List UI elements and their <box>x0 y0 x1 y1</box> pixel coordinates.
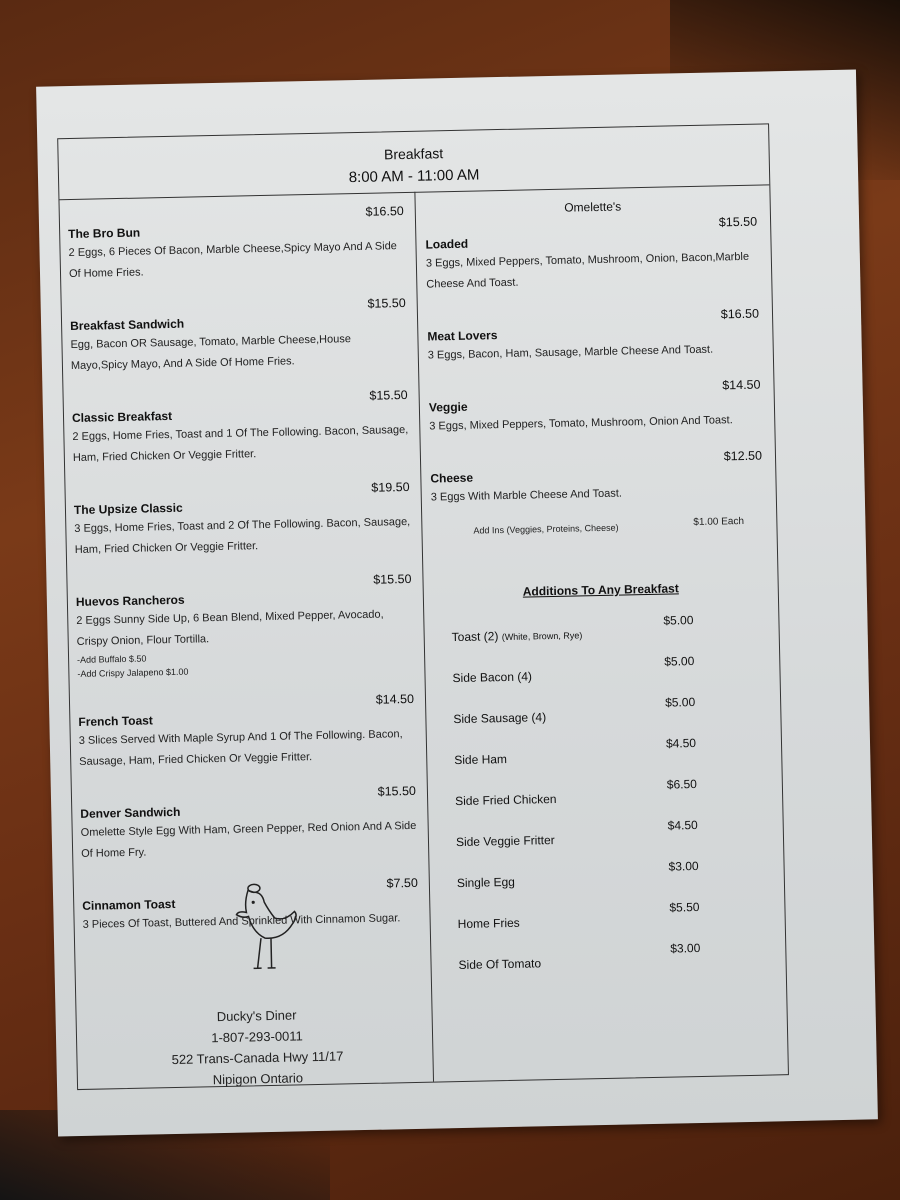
addition-name: Side Sausage (4) <box>453 710 547 727</box>
addition-row <box>436 734 773 782</box>
item-price: $14.50 <box>375 691 415 707</box>
item-description: 2 Eggs, 6 Pieces Of Bacon, Marble Cheese,Spicy Mayo And A Side Of Home Fries. <box>68 240 397 281</box>
item-price: $12.50 <box>723 448 763 464</box>
menu-header <box>58 124 769 200</box>
addition-price: $5.50 <box>669 899 700 915</box>
menu-item <box>78 692 419 773</box>
add-ins-price: $1.00 Each <box>693 515 745 529</box>
addition-name: Side Bacon (4) <box>452 669 533 686</box>
addition-name: Side Of Tomato <box>458 956 542 973</box>
diner-name: Ducky's Diner <box>216 1007 297 1025</box>
item-name: Classic Breakfast <box>71 408 173 426</box>
addition-row <box>438 816 775 864</box>
item-name: The Bro Bun <box>68 225 141 242</box>
item-price: $15.50 <box>367 296 406 311</box>
duck-logo <box>234 879 306 980</box>
omelette-column <box>425 197 777 988</box>
item-price: $15.50 <box>373 571 412 587</box>
duck-icon <box>234 879 306 975</box>
item-price: $15.50 <box>377 783 417 799</box>
addition-row <box>439 898 776 946</box>
item-description: 3 Pieces Of Toast, Buttered And Sprinkled With Cinnamon Sugar. <box>82 912 401 931</box>
addition-row <box>437 775 774 823</box>
addition-name: Side Fried Chicken <box>455 791 557 809</box>
add-ins-label: Add Ins (Veggies, Proteins, Cheese) <box>473 522 619 536</box>
menu-title: Breakfast <box>383 145 444 163</box>
addition-price: $3.00 <box>668 858 699 874</box>
item-price: $14.50 <box>722 377 761 393</box>
menu-item <box>72 388 413 469</box>
menu-item <box>430 448 767 508</box>
item-description: 3 Eggs With Marble Cheese And Toast. <box>430 487 623 504</box>
item-description: Omelette Style Egg With Ham, Green Pepper, Red Onion And A Side Of Home Fry. <box>80 819 417 860</box>
item-description: Egg, Bacon OR Sausage, Tomato, Marble Cheese,House Mayo,Spicy Mayo, And A Side Of Home Fries. <box>70 333 352 373</box>
menu-hours: 8:00 AM - 11:00 AM <box>348 166 480 187</box>
addition-price: $6.50 <box>666 777 698 792</box>
item-description: 3 Eggs, Mixed Peppers, Tomato, Mushroom, Onion And Toast. <box>429 414 733 433</box>
diner-address: 522 Trans-Canada Hwy 11/17 <box>171 1048 344 1068</box>
addition-price: $5.00 <box>664 695 696 710</box>
item-description: 3 Eggs, Bacon, Ham, Sausage, Marble Cheese And Toast. <box>427 343 714 362</box>
addition-row <box>440 939 777 987</box>
diner-city: Nipigon Ontario <box>212 1070 304 1088</box>
addition-price: $3.00 <box>670 940 701 956</box>
item-description: 3 Eggs, Home Fries, Toast and 2 Of The Following. Bacon, Sausage, Ham, Fried Chicken Or Veggie Fritter. <box>74 515 411 556</box>
item-description: 3 Eggs, Mixed Peppers, Tomato, Mushroom, Onion, Bacon,Marble Cheese And Toast. <box>425 250 750 291</box>
menu-sheet <box>36 70 878 1137</box>
menu-item <box>428 378 765 438</box>
item-name: Veggie <box>428 399 468 415</box>
addition-price: $4.50 <box>667 818 698 833</box>
item-name: Cheese <box>430 470 474 486</box>
item-price: $7.50 <box>386 875 418 891</box>
menu-item <box>68 204 409 285</box>
item-price: $19.50 <box>371 479 410 495</box>
breakfast-column <box>68 204 423 954</box>
addition-name: Home Fries <box>457 915 520 932</box>
item-name: Breakfast Sandwich <box>69 316 185 334</box>
addition-row <box>434 652 771 700</box>
item-name: Meat Lovers <box>427 328 498 344</box>
diner-phone: 1-807-293-0011 <box>211 1028 303 1046</box>
menu-item <box>75 572 417 681</box>
menu-item <box>70 296 411 377</box>
menu-item <box>80 784 421 865</box>
menu-item <box>427 307 764 367</box>
addition-name: Toast (2) (White, Brown, Rye) <box>451 629 583 645</box>
item-description: 2 Eggs Sunny Side Up, 6 Bean Blend, Mixed Pepper, Avocado, Crispy Onion, Flour Tortilla. <box>76 608 384 648</box>
item-price: $15.50 <box>369 387 408 403</box>
item-name: Denver Sandwich <box>80 804 181 821</box>
item-name: Cinnamon Toast <box>82 896 176 913</box>
item-price: $15.50 <box>718 214 758 230</box>
item-note: -Add Buffalo $.50 <box>77 653 147 665</box>
menu-frame <box>57 123 789 1090</box>
additions-title: Additions To Any Breakfast <box>522 581 679 599</box>
item-name: The Upsize Classic <box>73 500 183 517</box>
addition-price: $4.50 <box>665 736 697 751</box>
item-description: 3 Slices Served With Maple Syrup And 1 Of The Following. Bacon, Sausage, Ham, Fried Chicken Or Veggie Fritter. <box>78 728 403 768</box>
diner-info <box>136 1003 378 1092</box>
item-note: -Add Crispy Jalapeno $1.00 <box>77 666 189 679</box>
addition-row <box>433 611 770 659</box>
addition-row <box>438 857 775 905</box>
item-price: $16.50 <box>365 204 404 219</box>
addition-price: $5.00 <box>663 613 694 628</box>
item-name: French Toast <box>78 713 154 729</box>
addition-name: Side Veggie Fritter <box>455 833 555 850</box>
addition-name: Side Ham <box>454 751 508 768</box>
item-price: $16.50 <box>720 306 760 322</box>
addition-name: Single Egg <box>456 874 516 891</box>
menu-item <box>425 215 762 296</box>
item-name: Huevos Rancheros <box>75 592 185 609</box>
add-ins <box>473 515 767 543</box>
addition-row <box>435 693 772 741</box>
menu-item <box>73 480 414 561</box>
omelette-title: Omelette's <box>564 199 622 215</box>
item-description: 2 Eggs, Home Fries, Toast and 1 Of The Following. Bacon, Sausage, Ham, Fried Chicken Or Veggie Fritter. <box>72 423 409 465</box>
item-name: Loaded <box>425 236 469 252</box>
addition-price: $5.00 <box>664 654 695 669</box>
